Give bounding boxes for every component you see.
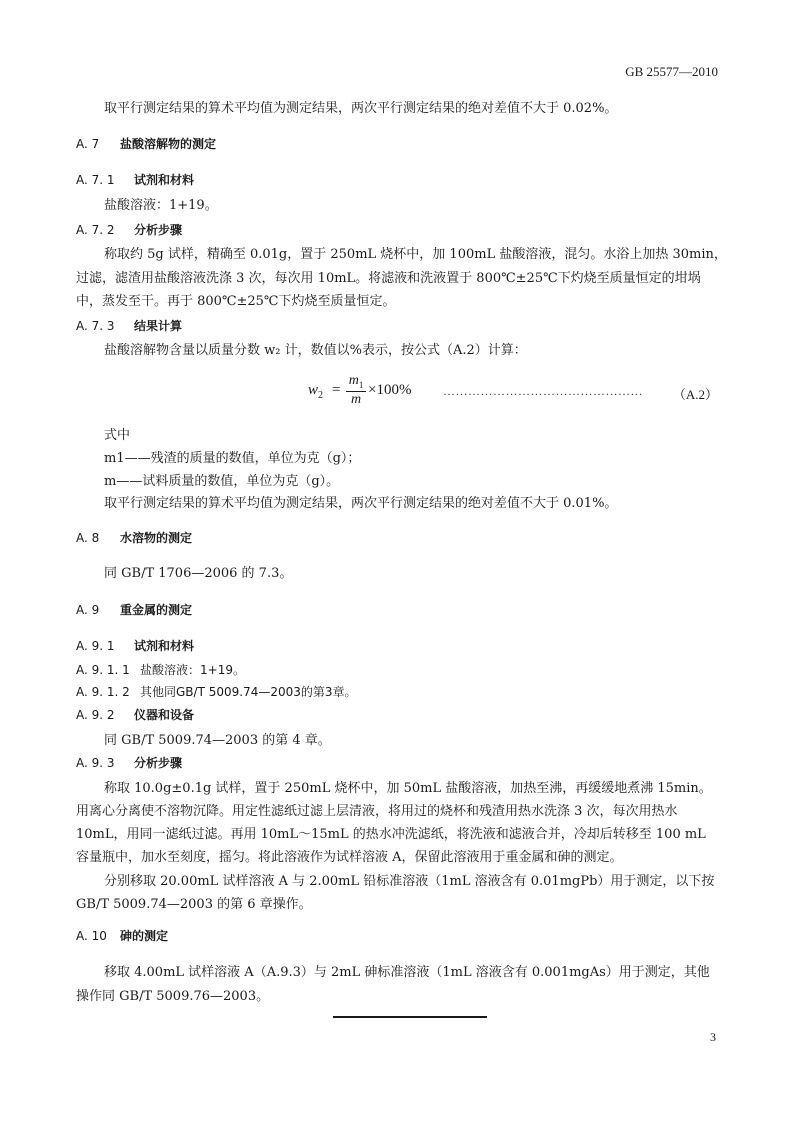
paragraph-text: GB/T 5009.74—2003 的第 6 章操作。 (76, 897, 312, 912)
where-label: 式中 (104, 428, 131, 443)
paragraph-text: 10mL，用同一滤纸过滤。再用 10mL～15mL 的热水冲洗滤纸，将洗液和滤液合并，冷却后转移至 100 mL (76, 827, 706, 842)
paragraph-text: 中，蒸发至干。再于 800℃±25℃下灼烧至质量恒定。 (76, 294, 396, 309)
paragraph-text: 称取约 5g 试样，精确至 0.01g，置于 250mL 烧杯中，加 100mL 盐酸溶液，混匀。水浴上加热 30min， (104, 247, 727, 262)
section-number: A. 7. 1 (76, 173, 115, 187)
formula-fraction: $m_1$ m (346, 373, 366, 410)
section-title: 试剂和材料 (134, 639, 195, 653)
formula-multiplier: ×100% (368, 382, 412, 398)
section-heading-a9 (76, 602, 718, 618)
section-number: A. 9. 3 (76, 756, 115, 770)
section-number: A. 8 (76, 531, 100, 545)
section-heading-a7 (76, 136, 718, 152)
standard-number: GB 25577—2010 (625, 64, 718, 79)
section-title: 试剂和材料 (134, 173, 195, 187)
paragraph-text: 同 GB/T 1706—2006 的 7.3。 (104, 566, 293, 581)
clause-a911 (76, 662, 718, 678)
formula-lhs: $w_2$ (308, 382, 324, 401)
section-title: 重金属的测定 (120, 603, 193, 617)
page-number: 3 (710, 1030, 716, 1044)
section-heading-a91 (76, 638, 718, 654)
end-rule (333, 1016, 487, 1018)
clause-number: A. 9. 1. 2 (76, 685, 130, 699)
paragraph-text: 用离心分离使不溶物沉降。用定性滤纸过滤上层清液，将用过的烧杯和残渣用热水洗涤 3 次，每次用热水 (76, 804, 678, 819)
formula-a2 (308, 373, 718, 413)
paragraph-text: 取平行测定结果的算术平均值为测定结果，两次平行测定结果的绝对差值不大于 0.01%。 (104, 496, 618, 511)
section-number: A. 7. 2 (76, 223, 115, 237)
clause-text: 其他同GB/T 5009.74—2003的第3章。 (140, 685, 357, 699)
paragraph-text: 操作同 GB/T 5009.76—2003。 (76, 989, 270, 1004)
formula-equals: = (332, 382, 341, 398)
section-number: A. 9. 1 (76, 639, 115, 653)
section-title: 水溶物的测定 (120, 531, 193, 545)
paragraph-text: 分别移取 20.00mL 试样溶液 A 与 2.00mL 铅标准溶液（1mL 溶液含有 0.01mgPb）用于测定，以下按 (104, 874, 715, 889)
clause-text: 盐酸溶液：1+19。 (140, 663, 245, 677)
paragraph-text: 同 GB/T 5009.74—2003 的第 4 章。 (104, 733, 331, 748)
definition-m: m——试料质量的数值，单位为克（g）。 (104, 474, 340, 489)
section-heading-a93 (76, 755, 718, 771)
section-heading-a8 (76, 530, 718, 546)
section-heading-a10 (76, 928, 718, 944)
section-title: 结果计算 (134, 319, 183, 333)
section-title: 分析步骤 (134, 223, 183, 237)
section-heading-a92 (76, 707, 718, 723)
section-title: 盐酸溶解物的测定 (120, 137, 217, 151)
clause-number: A. 9. 1. 1 (76, 663, 130, 677)
section-number: A. 7. 3 (76, 319, 115, 333)
section-number: A. 9 (76, 603, 100, 617)
definition-m1: m1——残渣的质量的数值，单位为克（g）； (104, 451, 361, 466)
paragraph-text: 盐酸溶解物含量以质量分数 w₂ 计，数值以%表示，按公式（A.2）计算： (104, 343, 527, 358)
paragraph-text: 盐酸溶液：1+19。 (104, 198, 218, 213)
section-heading-a72 (76, 222, 718, 238)
paragraph-text: 过滤，滤渣用盐酸溶液洗涤 3 次，每次用 10mL。将滤液和洗液置于 800℃±25℃下灼烧至质量恒定的坩埚 (76, 271, 701, 286)
formula-reference: （A.2） (672, 387, 718, 402)
section-title: 仪器和设备 (134, 708, 195, 722)
paragraph-text: 移取 4.00mL 试样溶液 A（A.9.3）与 2mL 砷标准溶液（1mL 溶液含有 0.001mgAs）用于测定，其他 (104, 965, 710, 980)
paragraph-text: 取平行测定结果的算术平均值为测定结果，两次平行测定结果的绝对差值不大于 0.02%。 (104, 101, 618, 116)
paragraph-text: 容量瓶中，加水至刻度，摇匀。将此溶液作为试样溶液 A，保留此溶液用于重金属和砷的测定。 (76, 850, 623, 865)
section-title: 分析步骤 (134, 756, 183, 770)
paragraph-text: 称取 10.0g±0.1g 试样，置于 250mL 烧杯中，加 50mL 盐酸溶液，加热至沸，再缓缓地煮沸 15min。 (104, 781, 712, 796)
section-title: 砷的测定 (120, 929, 169, 943)
section-number: A. 9. 2 (76, 708, 115, 722)
clause-a912 (76, 684, 718, 700)
formula-leader-dots: ………………………………………… (443, 384, 643, 398)
section-heading-a71 (76, 172, 718, 188)
section-number: A. 7 (76, 137, 100, 151)
section-number: A. 10 (76, 929, 107, 943)
section-heading-a73 (76, 318, 718, 334)
